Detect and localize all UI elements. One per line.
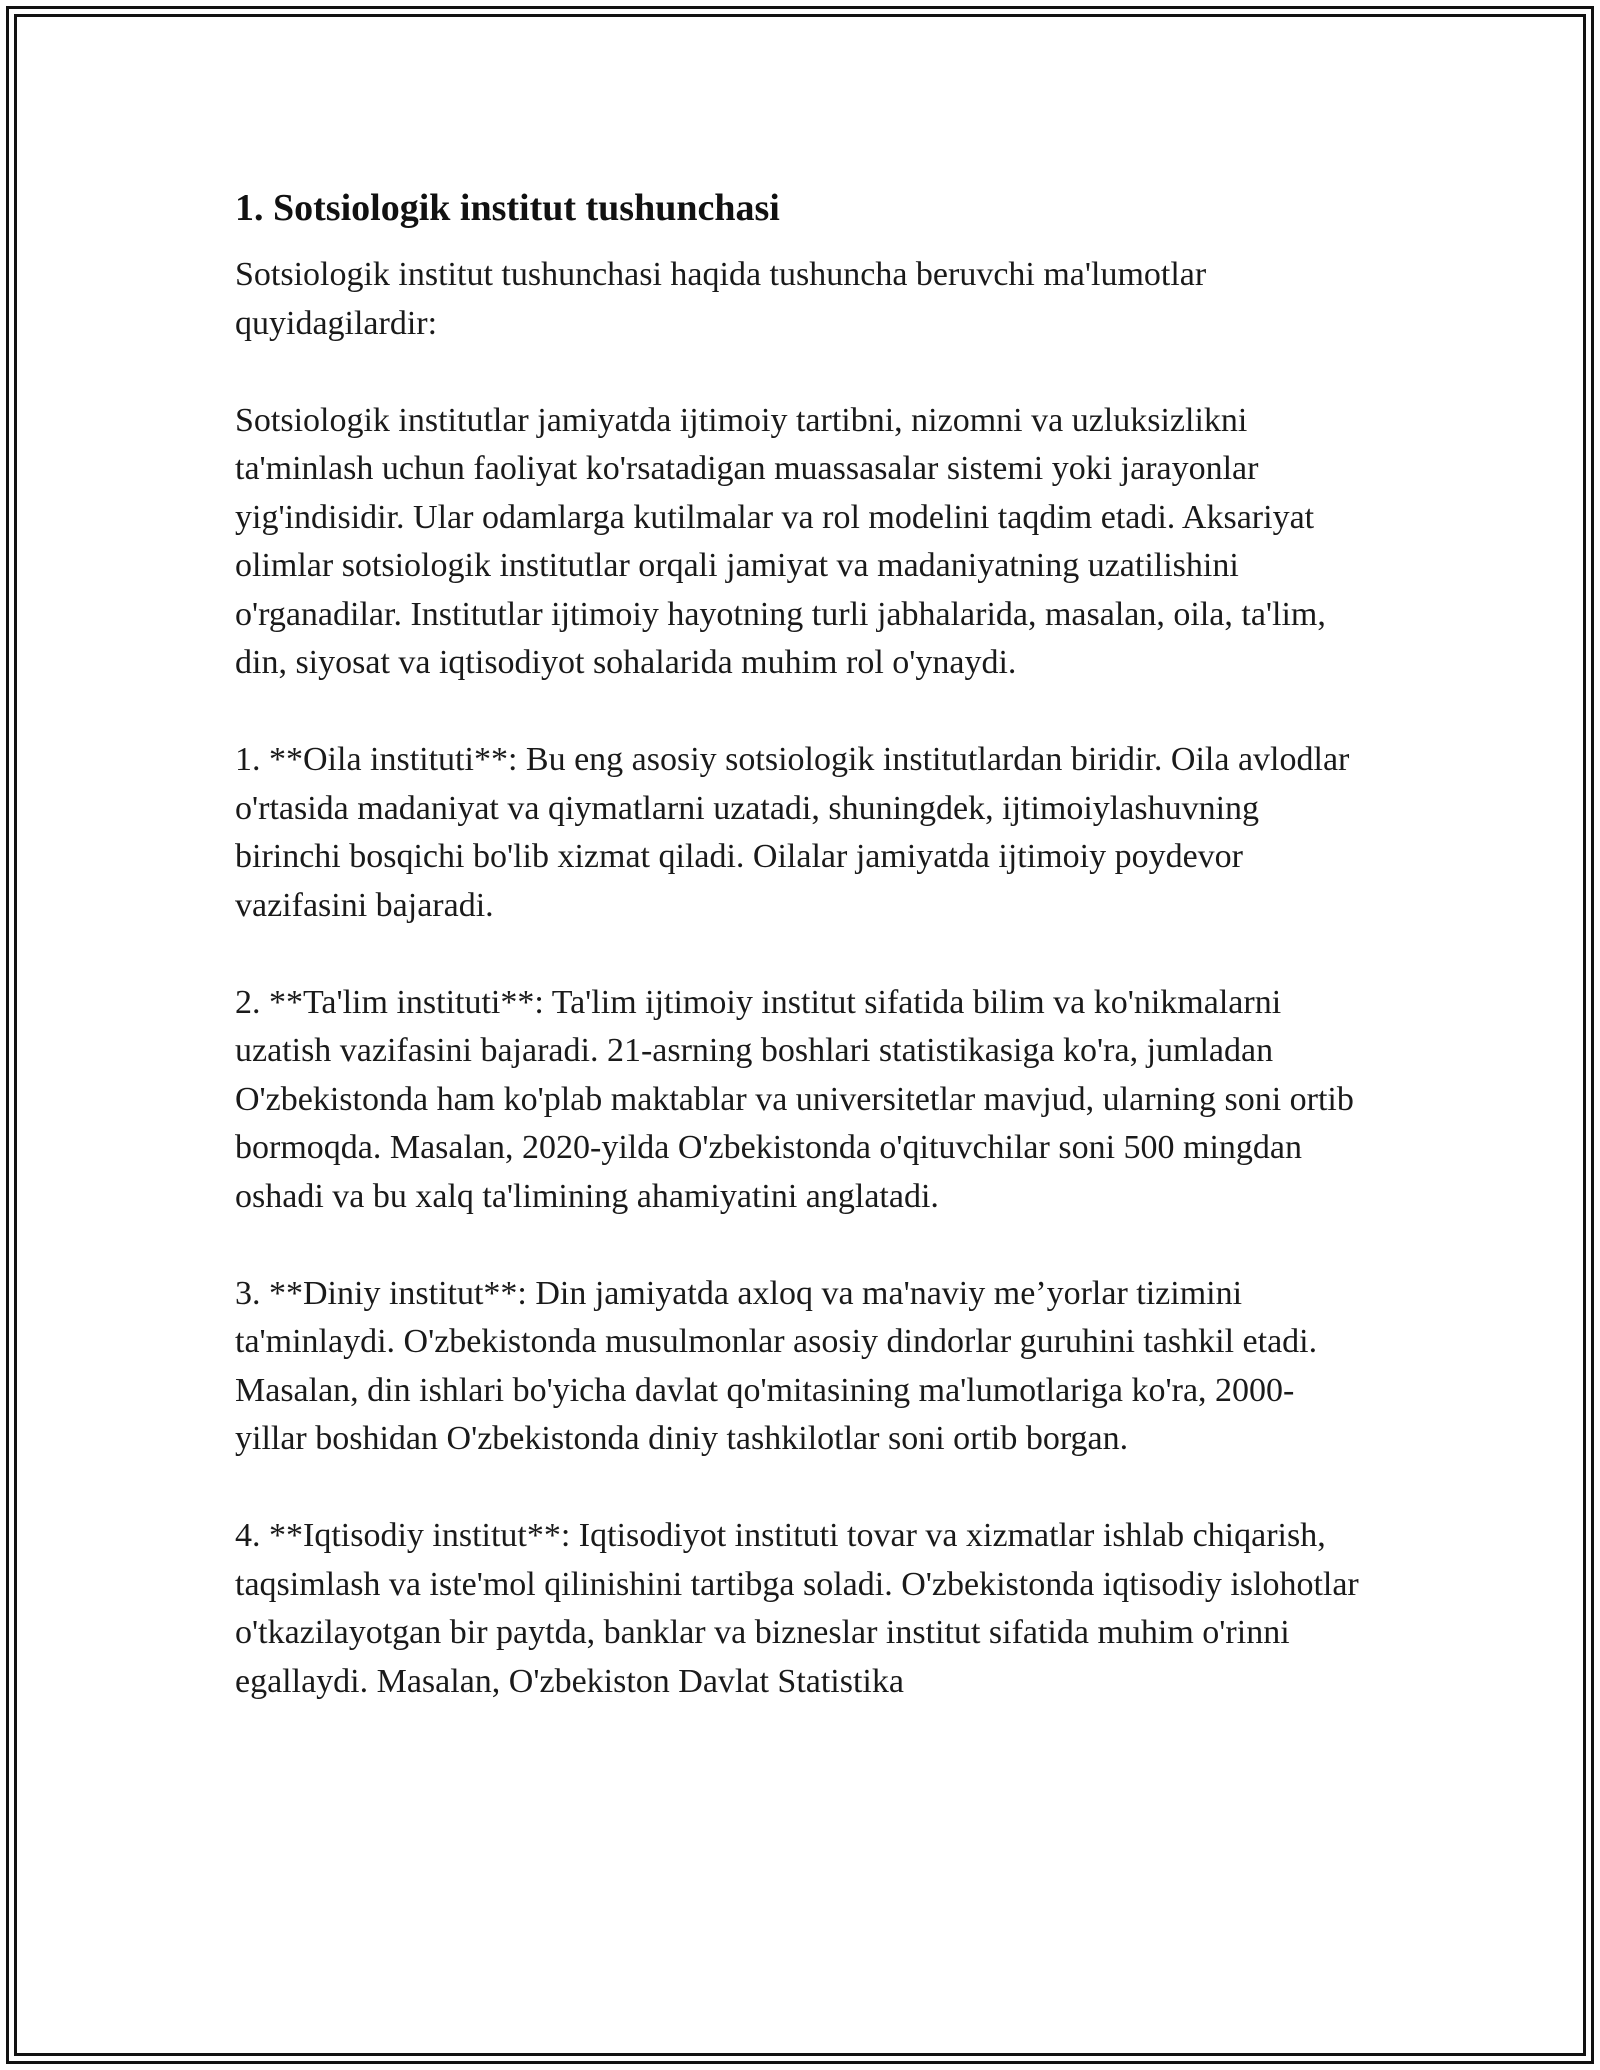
document-title: 1. Sotsiologik institut tushunchasi: [235, 187, 780, 229]
religious-institute-paragraph: 3. **Diniy institut**: Din jamiyatda axloq va ma'naviy me’yorlar tizimini ta'minlaydi. O'zbekistonda musulmonlar asosiy dindorlar guruhini tashkil etadi. Masalan, din ishlari bo'yicha davlat qo'mitasining ma'lumotlariga ko'ra, 2000-yillar boshidan O'zbekistonda diniy tashkilotlar soni ortib borgan.: [235, 1274, 1318, 1457]
intro-paragraph: Sotsiologik institut tushunchasi haqida tushuncha beruvchi ma'lumotlar quyidagilardir:: [235, 256, 1207, 342]
family-institute-paragraph: 1. **Oila instituti**: Bu eng asosiy sotsiologik institutlardan biridir. Oila avlodlar o'rtasida madaniyat va qiymatlarni uzatadi, shuningdek, ijtimoiylashuvning birinchi bosqichi bo'lib xizmat qiladi. Oilalar jamiyatda ijtimoiy poydevor vazifasini bajaradi.: [235, 741, 1350, 924]
education-institute-paragraph: 2. **Ta'lim instituti**: Ta'lim ijtimoiy institut sifatida bilim va ko'nikmalarni uzatish vazifasini bajaradi. 21-asrning boshlari statistikasiga ko'ra, jumladan O'zbekistonda ham ko'plab maktablar va universitetlar mavjud, ularning soni ortib bormoqda. Masalan, 2020-yilda O'zbekistonda o'qituvchilar soni 500 mingdan oshadi va bu xalq ta'limining ahamiyatini anglatadi.: [235, 983, 1354, 1215]
definition-paragraph: Sotsiologik institutlar jamiyatda ijtimoiy tartibni, nizomni va uzluksizlikni ta'minlash uchun faoliyat ko'rsatadigan muassasalar sistemi yoki jarayonlar yig'indisidir. Ular odamlarga kutilmalar va rol modelini taqdim etadi. Aksariyat olimlar sotsiologik institutlar orqali jamiyat va madaniyatning uzatilishini o'rganadilar. Institutlar ijtimoiy hayotning turli jabhalarida, masalan, oila, ta'lim, din, siyosat va iqtisodiyot sohalarida muhim rol o'ynaydi.: [235, 401, 1326, 681]
document-body: [235, 185, 1365, 1755]
economic-institute-paragraph: 4. **Iqtisodiy institut**: Iqtisodiyot instituti tovar va xizmatlar ishlab chiqarish, taqsimlash va iste'mol qilinishini tartibga soladi. O'zbekistonda iqtisodiy islohotlar o'tkazilayotgan bir paytda, banklar va bizneslar institut sifatida muhim o'rinni egallaydi. Masalan, O'zbekiston Davlat Statistika: [235, 1517, 1359, 1700]
